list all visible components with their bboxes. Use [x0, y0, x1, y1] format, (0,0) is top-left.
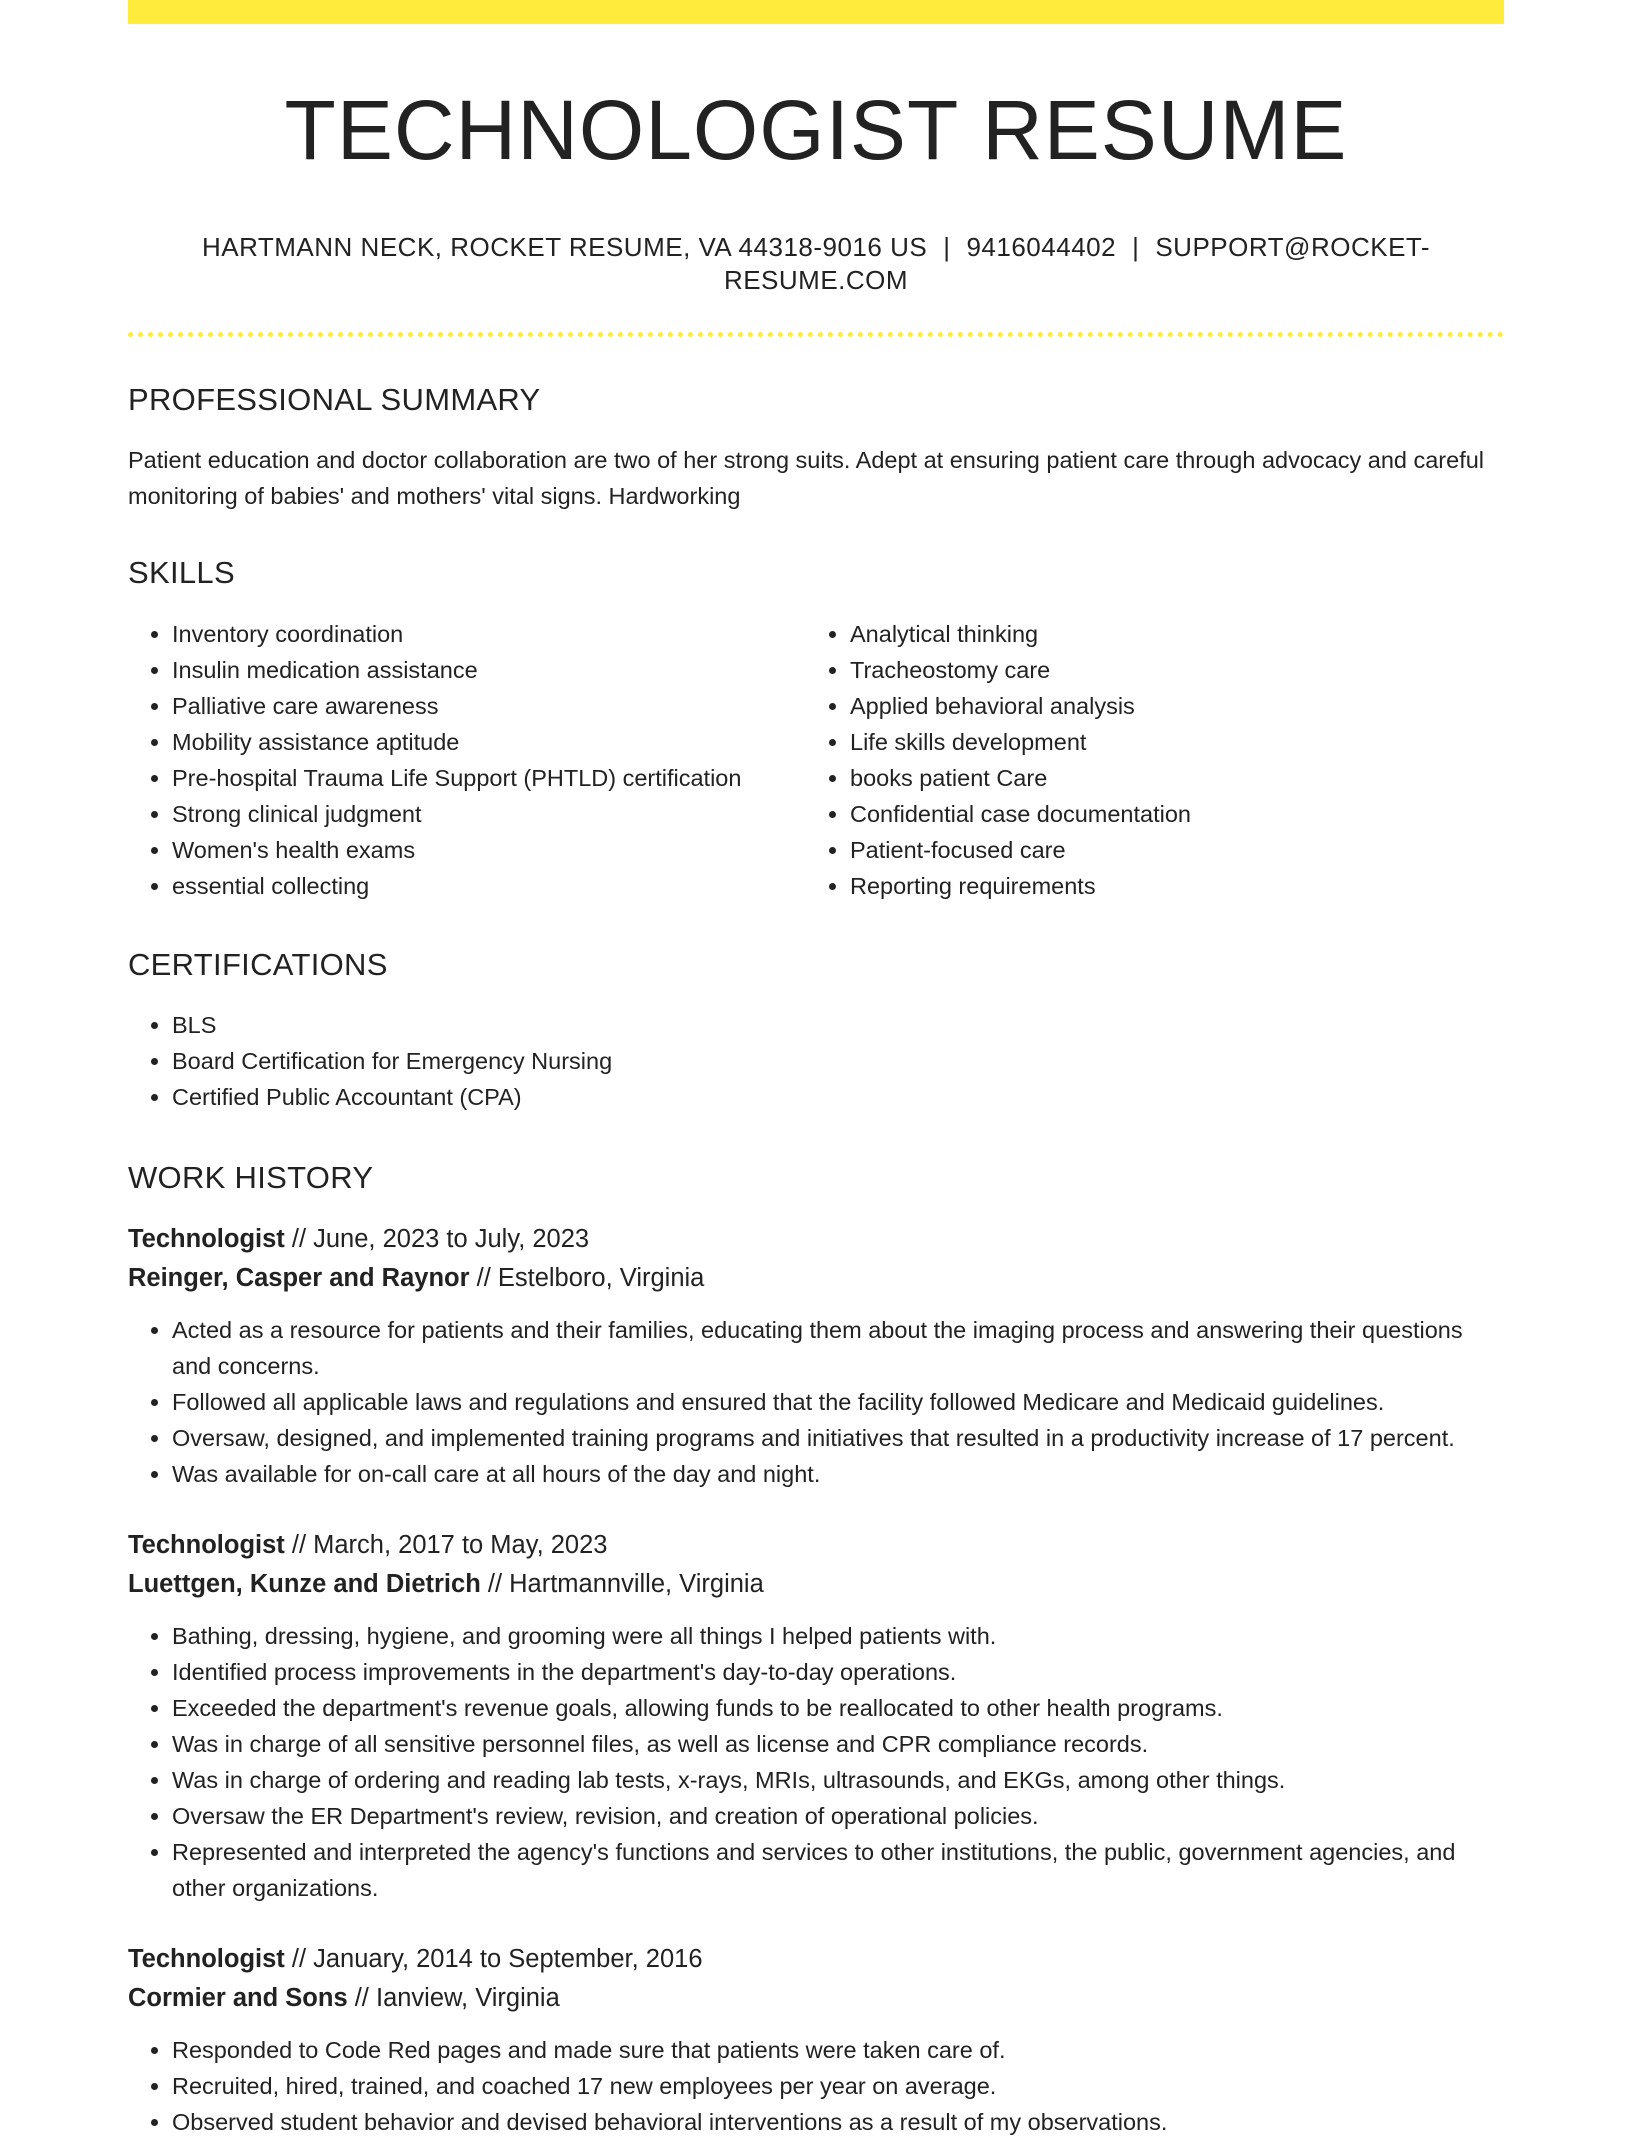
contact-separator: |	[1132, 231, 1140, 262]
contact-email: SUPPORT@ROCKET-RESUME.COM	[723, 231, 1431, 296]
job-bullet: • Observed student behavior and devised behavioral interventions as a result of my observations.	[172, 2104, 1504, 2140]
skill-item: • Life skills development	[850, 724, 1484, 760]
job-entry	[128, 1526, 1504, 1906]
skill-item: • Confidential case documentation	[850, 796, 1484, 832]
certification-item: • Board Certification for Emergency Nursing	[172, 1043, 1504, 1079]
job-bullet: • Acted as a resource for patients and their families, educating them about the imaging process and answering their questions and concerns.	[172, 1312, 1504, 1384]
job-company-line	[128, 1565, 1504, 1604]
job-bullet: • Was in charge of all sensitive personnel files, as well as license and CPR compliance records.	[172, 1726, 1504, 1762]
job-bullet: • Recruited, hired, trained, and coached 17 new employees per year on average.	[172, 2068, 1504, 2104]
certification-item: • Certified Public Accountant (CPA)	[172, 1079, 1504, 1115]
skill-item: • Inventory coordination	[172, 616, 806, 652]
certifications-block	[128, 1007, 1504, 1115]
skills-list-left	[128, 616, 806, 904]
job-bullet: • Represented and interpreted the agency's functions and services to other institutions, the public, government agencies, and other organizations.	[172, 1834, 1504, 1906]
summary-heading: PROFESSIONAL SUMMARY	[128, 382, 541, 418]
job-location: // Estelboro, Virginia	[469, 1263, 705, 1292]
work-history-heading: WORK HISTORY	[128, 1159, 374, 1195]
contact-line	[128, 231, 1504, 299]
job-bullet: • Was in charge of ordering and reading lab tests, x-rays, MRIs, ultrasounds, and EKGs, among other things.	[172, 1762, 1504, 1798]
skill-item: • Applied behavioral analysis	[850, 688, 1484, 724]
header-divider	[128, 332, 1504, 337]
job-company: Cormier and Sons	[128, 1983, 348, 2012]
skill-item: • Women's health exams	[172, 832, 806, 868]
job-bullet: • Identified process improvements in the department's day-to-day operations.	[172, 1654, 1504, 1690]
certifications-heading: CERTIFICATIONS	[128, 946, 388, 982]
job-role-line	[128, 1940, 1504, 1979]
job-role: Technologist	[128, 1224, 285, 1253]
job-company: Luettgen, Kunze and Dietrich	[128, 1569, 481, 1598]
contact-separator: |	[943, 231, 951, 262]
job-entry	[128, 1940, 1504, 2140]
job-role: Technologist	[128, 1944, 285, 1973]
skill-item: • Analytical thinking	[850, 616, 1484, 652]
skills-left-column	[128, 616, 806, 904]
contact-phone: 9416044402	[966, 231, 1117, 262]
job-entry	[128, 1220, 1504, 1492]
job-role-line	[128, 1220, 1504, 1259]
skill-item: • Mobility assistance aptitude	[172, 724, 806, 760]
contact-address: HARTMANN NECK, ROCKET RESUME, VA 44318-9016 US	[201, 231, 928, 262]
job-bullets	[128, 1312, 1504, 1492]
skill-item: • books patient Care	[850, 760, 1484, 796]
skill-item: • Pre-hospital Trauma Life Support (PHTLD) certification	[172, 760, 806, 796]
job-bullet: • Was available for on-call care at all hours of the day and night.	[172, 1456, 1504, 1492]
job-dates: // June, 2023 to July, 2023	[284, 1224, 590, 1253]
job-role-line	[128, 1526, 1504, 1565]
skills-heading: SKILLS	[128, 555, 235, 591]
summary-text: Patient education and doctor collaboration are two of her strong suits. Adept at ensuring patient care through advocacy and careful monitoring of babies' and mothers' vital signs. Hardworking	[128, 447, 1485, 510]
job-bullet: • Bathing, dressing, hygiene, and grooming were all things I helped patients with.	[172, 1618, 1504, 1654]
skill-item: • Patient-focused care	[850, 832, 1484, 868]
skill-item: • Insulin medication assistance	[172, 652, 806, 688]
job-location: // Ianview, Virginia	[347, 1983, 560, 2012]
skill-item: • Tracheostomy care	[850, 652, 1484, 688]
job-company: Reinger, Casper and Raynor	[128, 1263, 470, 1292]
accent-top-bar	[128, 0, 1504, 24]
job-dates: // January, 2014 to September, 2016	[284, 1944, 703, 1973]
certifications-list	[128, 1007, 1504, 1115]
skill-item: • Strong clinical judgment	[172, 796, 806, 832]
skills-list-right	[806, 616, 1484, 904]
job-company-line	[128, 1979, 1504, 2018]
certification-item: • BLS	[172, 1007, 1504, 1043]
job-role: Technologist	[128, 1530, 285, 1559]
skill-item: • Reporting requirements	[850, 868, 1484, 904]
skill-item: • essential collecting	[172, 868, 806, 904]
job-bullet: • Responded to Code Red pages and made sure that patients were taken care of.	[172, 2032, 1504, 2068]
job-bullets	[128, 2032, 1504, 2140]
resume-page	[128, 0, 1504, 2140]
resume-title: TECHNOLOGIST RESUME	[284, 83, 1348, 177]
job-dates: // March, 2017 to May, 2023	[284, 1530, 608, 1559]
job-company-line	[128, 1259, 1504, 1298]
job-bullet: • Exceeded the department's revenue goals, allowing funds to be reallocated to other health programs.	[172, 1690, 1504, 1726]
job-bullets	[128, 1618, 1504, 1906]
skills-right-column	[806, 616, 1484, 904]
job-bullet: • Followed all applicable laws and regulations and ensured that the facility followed Medicare and Medicaid guidelines.	[172, 1384, 1504, 1420]
job-bullet: • Oversaw, designed, and implemented training programs and initiatives that resulted in a productivity increase of 17 percent.	[172, 1420, 1504, 1456]
job-bullet: • Oversaw the ER Department's review, revision, and creation of operational policies.	[172, 1798, 1504, 1834]
skill-item: • Palliative care awareness	[172, 688, 806, 724]
job-location: // Hartmannville, Virginia	[480, 1569, 764, 1598]
skills-columns	[128, 616, 1504, 904]
